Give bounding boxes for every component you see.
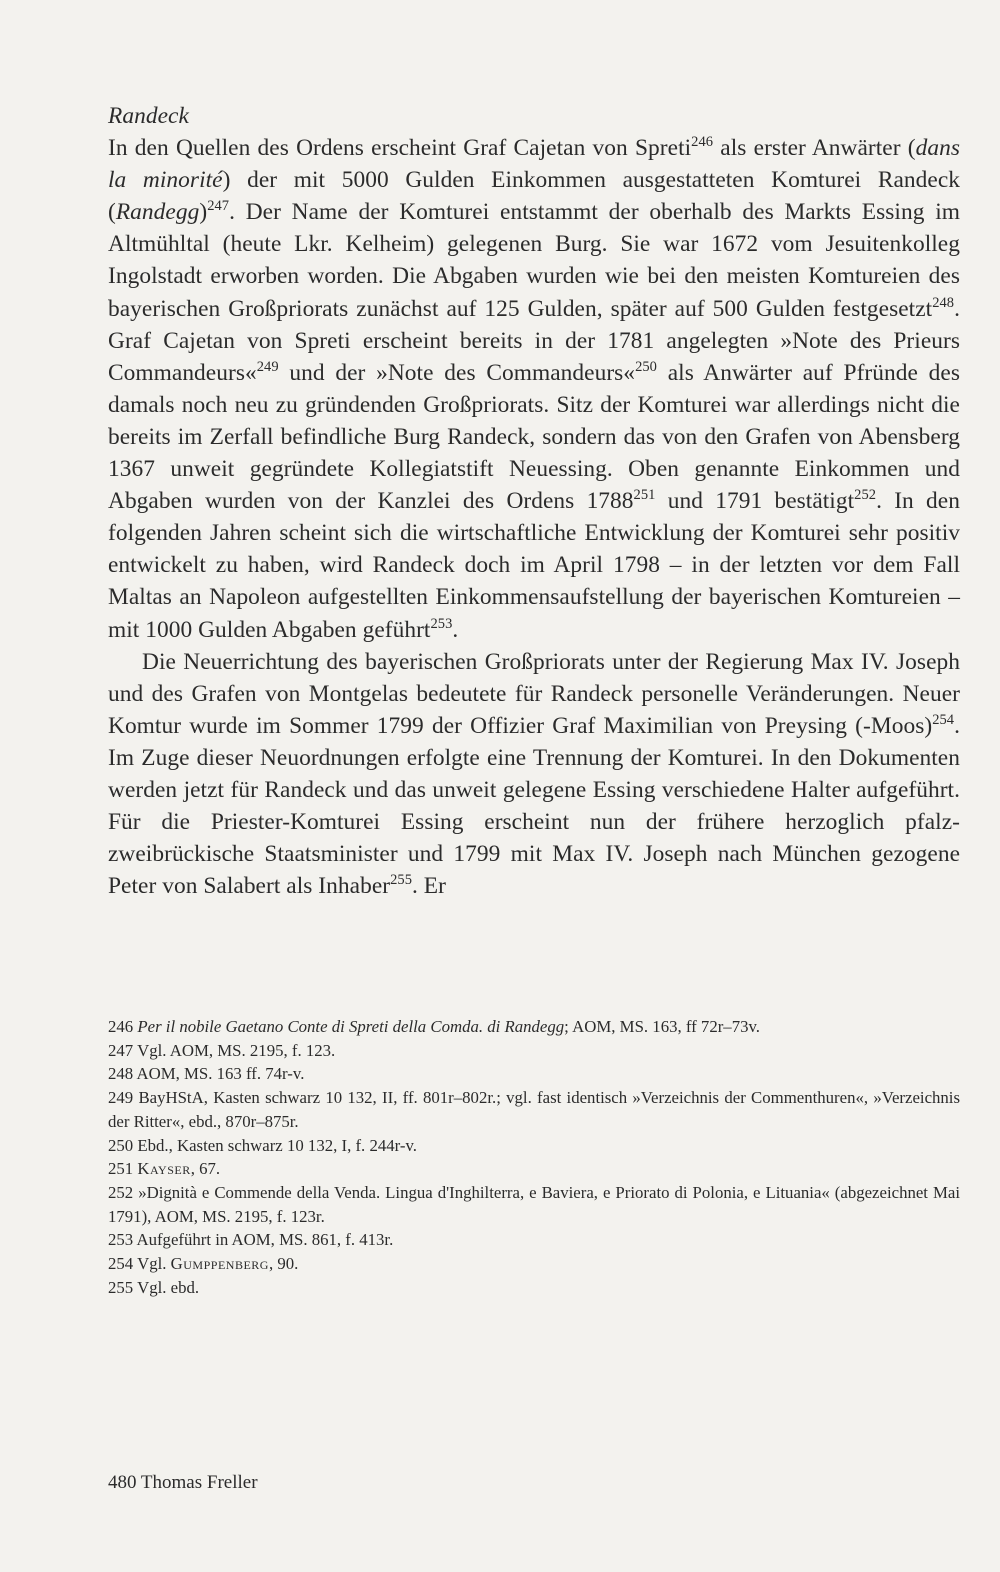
footnote-number: 247 xyxy=(108,1040,134,1060)
footnote-253 xyxy=(108,1228,960,1252)
footnote-252 xyxy=(108,1181,960,1228)
footnote-number: 253 xyxy=(108,1230,134,1250)
footnote-247 xyxy=(108,1039,960,1063)
text-run: als Anwärter auf Pfründe des damals noch neu zu gründenden Großpriorats. Sitz der Komturei war allerdings nicht die bereits im Zerfall befindliche Burg Randeck, sondern das von den Grafen von Abensberg 1367 unweit gegründete Kollegiatstift Neuessing. Oben genannte Einkommen und Abgaben wurden von der Kanzlei des Ordens 1788 xyxy=(108,359,960,515)
running-author: Thomas Freller xyxy=(140,1472,258,1493)
text-run: Vgl. xyxy=(137,1254,171,1274)
footnote-ref[interactable]: 249 xyxy=(256,358,279,375)
section-heading: Randeck xyxy=(108,103,189,129)
footnote-number: 250 xyxy=(108,1135,134,1155)
footnote-number: 248 xyxy=(108,1064,134,1084)
footnote-254 xyxy=(108,1252,960,1276)
footnote-text: BayHStA, Kasten schwarz 10 132, II, ff. 801r–802r.; vgl. fast identisch »Verzeichnis der Commenthuren«, »Verzeichnis der Ritter«, ebd., 870r–875r. xyxy=(108,1088,960,1131)
page-number: 480 xyxy=(108,1472,137,1493)
footnotes xyxy=(108,1015,960,1299)
footnote-text: AOM, MS. 163 ff. 74r-v. xyxy=(136,1064,305,1084)
footnote-number: 251 xyxy=(108,1159,134,1179)
footnote-number: 252 xyxy=(108,1182,134,1202)
text-run: . In den folgenden Jahren scheint sich die wirtschaftliche Entwicklung der Komturei sehr positiv entwickelt zu haben, wird Randeck doch im April 1798 – in der letzten vor dem Fall Maltas an Napoleon aufgestellten Einkommensaufstellung der bayerischen Komtureien – mit 1000 Gulden Abgaben geführt xyxy=(108,488,960,643)
footnote-ref[interactable]: 251 xyxy=(633,487,656,504)
footnote-ref[interactable]: 252 xyxy=(854,487,877,504)
text-run: ; AOM, MS. 163, ff 72r–73v. xyxy=(564,1017,760,1036)
italic-text: Randegg xyxy=(115,199,200,226)
text-run: Die Neuerrichtung des bayerischen Großpriorats unter der Regierung Max IV. Joseph und des Grafen von Montgelas bedeutete für Randeck personelle Veränderungen. Neuer Komtur wurde im Sommer 1799 der Offizier Graf Maximilian von Preysing (-Moos) xyxy=(108,648,960,739)
text-run: . Der Name der Komturei entstammt der oberhalb des Markts Essing im Altmühltal (heute Lkr. Kelheim) gelegenen Burg. Sie war 1672 vom Jesuitenkolleg Ingolstadt erworben worden. Die Abgaben wurden wie bei den meisten Komtureien des bayerischen Großpriorats zunächst auf 125 Gulden, später auf 500 Gulden festgesetzt xyxy=(108,199,960,322)
text-run: und der »Note des Commandeurs« xyxy=(278,359,636,386)
footnote-number: 249 xyxy=(108,1088,134,1108)
italic-text: Per il nobile Gaetano Conte di Spreti della Comda. di Randegg xyxy=(137,1017,565,1036)
text-run: . xyxy=(452,616,459,643)
footnote-number: 254 xyxy=(108,1254,134,1274)
text-run: als erster Anwärter ( xyxy=(713,135,916,162)
footnote-246 xyxy=(108,1015,960,1039)
text-run: . Er xyxy=(412,873,446,900)
footnote-ref[interactable]: 247 xyxy=(207,198,230,215)
footnote-text: Vgl. ebd. xyxy=(137,1277,200,1297)
text-run: , 67. xyxy=(190,1159,221,1179)
footnote-ref[interactable]: 250 xyxy=(635,358,657,375)
text-run: , 90. xyxy=(268,1254,299,1274)
footnote-number: 255 xyxy=(108,1277,134,1297)
footnote-text: »Dignità e Commende della Venda. Lingua d'Inghilterra, e Baviera, e Priorato di Polonia, e Lituania« (abgezeichnet Mai 1791), AOM, MS. 2195, f. 123r. xyxy=(108,1182,960,1226)
paragraph-2 xyxy=(108,646,960,903)
footnote-number: 246 xyxy=(108,1017,134,1036)
text-run: und 1791 bestätigt xyxy=(655,488,855,515)
footnote-ref[interactable]: 253 xyxy=(430,615,453,632)
text-run: In den Quellen des Ordens erscheint Graf Cajetan von Spreti xyxy=(108,135,692,162)
text-run: . Graf Cajetan von Spreti erscheint bereits in der 1781 angelegten »Note des Prieurs Commandeurs« xyxy=(108,295,960,386)
author-name: Gumppenberg xyxy=(170,1254,269,1274)
main-text xyxy=(108,100,960,902)
footnote-ref[interactable]: 246 xyxy=(691,134,714,151)
text-run: . Im Zuge dieser Neuordnungen erfolgte eine Trennung der Komturei. In den Dokumenten werden jetzt für Randeck und das unweit gelegene Essing verschiedene Halter aufgeführt. Für die Priester-Komturei Essing erscheint nun der frühere herzoglich pfalz-zweibrückische Staatsminister und 1799 mit Max IV. Joseph nach München gezogene Peter von Salabert als Inhaber xyxy=(108,712,960,900)
footnote-ref[interactable]: 254 xyxy=(932,711,955,728)
footnote-255 xyxy=(108,1276,960,1300)
footnote-ref[interactable]: 255 xyxy=(390,872,412,889)
footnote-251 xyxy=(108,1157,960,1181)
page-footer xyxy=(108,1472,258,1494)
paragraph-1 xyxy=(108,132,960,646)
text-run: ) xyxy=(199,199,208,226)
footnote-ref[interactable]: 248 xyxy=(932,294,955,311)
footnote-250 xyxy=(108,1134,960,1158)
footnote-248 xyxy=(108,1062,960,1086)
text-run: ) der mit 5000 Gulden Einkommen ausgestatteten Komturei Randeck ( xyxy=(108,167,960,226)
footnote-text: Vgl. AOM, MS. 2195, f. 123. xyxy=(137,1040,336,1060)
footnote-249 xyxy=(108,1086,960,1133)
italic-text: dans la minorité xyxy=(108,135,960,194)
author-name: Kayser xyxy=(137,1159,191,1179)
footnote-text: Ebd., Kasten schwarz 10 132, I, f. 244r-v. xyxy=(137,1135,417,1155)
footnote-text: Aufgeführt in AOM, MS. 861, f. 413r. xyxy=(136,1230,394,1250)
